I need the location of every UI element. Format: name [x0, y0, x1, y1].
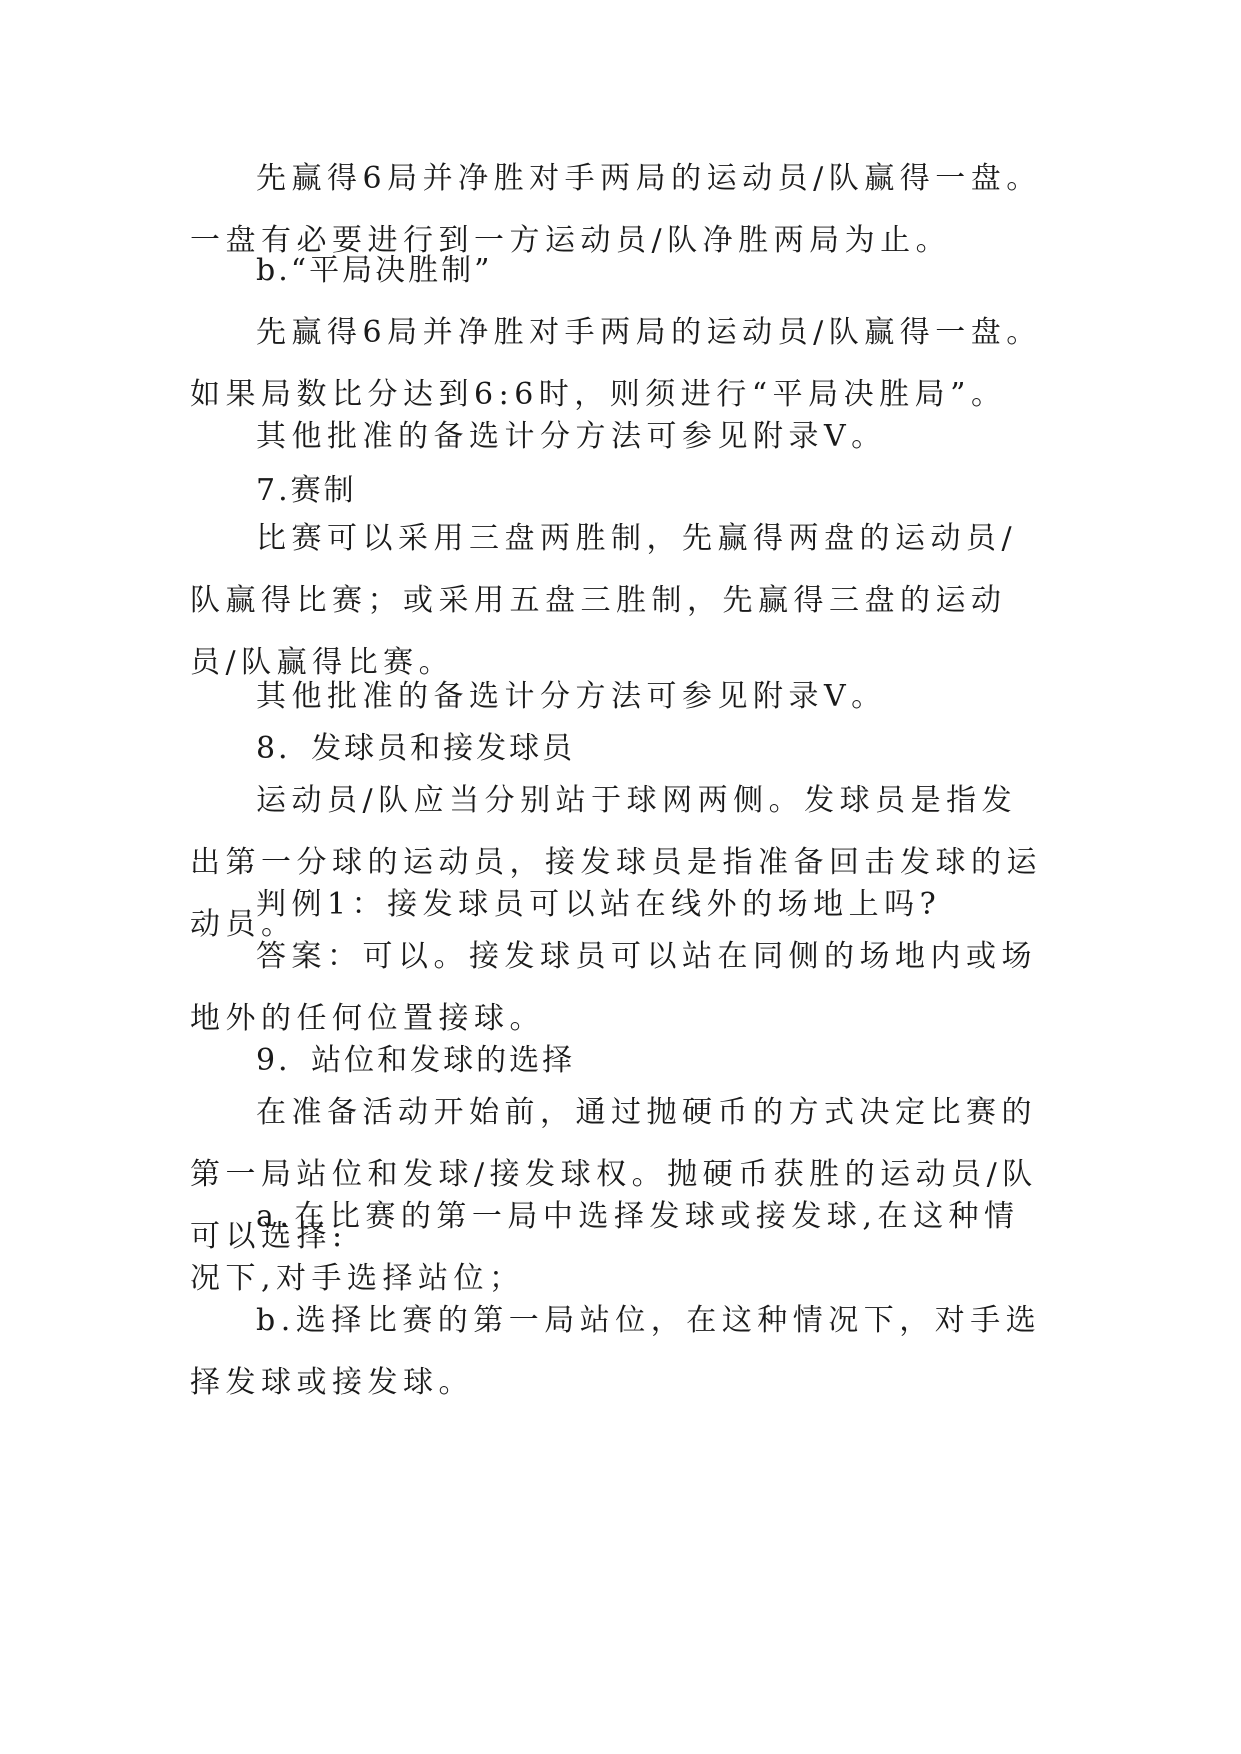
paragraph-match-format: 比赛可以采用三盘两胜制，先赢得两盘的运动员/队赢得比赛；或采用五盘三胜制，先赢得三盘的运动员/队赢得比赛。 [190, 521, 1018, 680]
paragraph-alt-scoring-2: 其他批准的备选计分方法可参见附录Ⅴ。 [256, 679, 887, 714]
paragraph-alt-scoring-1: 其他批准的备选计分方法可参见附录Ⅴ。 [256, 419, 887, 454]
paragraph-case-1: 判例1：接发球员可以站在线外的场地上吗? [256, 887, 942, 922]
heading-choice-of-ends: 9．站位和发球的选择 [256, 1043, 576, 1078]
paragraph-server-receiver: 运动员/队应当分别站于球网两侧。发球员是指发出第一分球的运动员，接发球员是指准备回击发球的运动员。 [190, 783, 1042, 942]
paragraph-option-a: a.在比赛的第一局中选择发球或接发球,在这种情况下,对手选择站位； [190, 1199, 1020, 1296]
paragraph-case-1-answer: 答案：可以。接发球员可以站在同侧的场地内或场地外的任何位置接球。 [190, 939, 1037, 1036]
paragraph-tiebreak-rule: 先赢得6局并净胜对手两局的运动员/队赢得一盘。如果局数比分达到6:6时，则须进行“平局决胜局”。 [190, 315, 1042, 412]
paragraph-coin-toss: 在准备活动开始前，通过抛硬币的方式决定比赛的第一局站位和发球/接发球权。抛硬币获胜的运动员/队可以选择: [190, 1095, 1038, 1254]
paragraph-option-b: b.选择比赛的第一局站位，在这种情况下，对手选择发球或接发球。 [190, 1303, 1042, 1400]
heading-server-receiver: 8．发球员和接发球员 [256, 731, 576, 766]
paragraph-set-rule: 先赢得6局并净胜对手两局的运动员/队赢得一盘。一盘有必要进行到一方运动员/队净胜两局为止。 [190, 161, 1042, 258]
heading-match-format: 7.赛制 [256, 473, 357, 508]
heading-tiebreak-system: b.“平局决胜制” [256, 253, 493, 288]
